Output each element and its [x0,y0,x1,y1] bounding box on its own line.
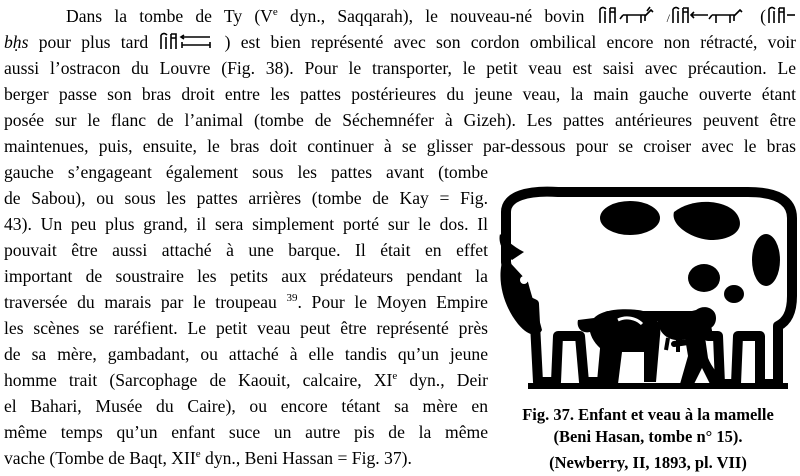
paragraph-line-8: de Sabou), ou sous les pattes arrières (tombe de Kay = Fig. [4,188,488,208]
paragraph-line-15: homme trait (Sarcophage de Kaouit, calcaire, XIe dyn., Deir [4,370,489,390]
paragraph-line-14: de sa mère, gambadant, ou attaché à elle tandis qu’un jeune [4,344,488,364]
hieroglyph-calf-1-icon [597,5,667,25]
paragraph-line-9: 43). Un peu plus grand, il sera simplement porté sur le dos. Il [4,214,488,234]
paragraph-line-6: maintenues, puis, ensuite, le bras doit continuer à se glisser par-dessous pour se croiser avec le bras [4,136,796,156]
paragraph-line-10: pouvait être aussi attaché à une barque. Il était en effet [4,240,488,260]
hieroglyph-word-start-icon [766,5,796,25]
paragraph-line-18: vache (Tombe de Baqt, XIIe dyn., Beni Hassan = Fig. 37). [4,448,412,468]
paragraph-line-2: bḥs pour plus tard ) est bien représenté avec son cordon ombilical encore non rétracté, voir [4,32,796,52]
paragraph-line-7: gauche s’engageant également sous les pattes avant (tombe [4,162,488,182]
figure-caption-source: (Beni Hasan, tombe n° 15). [553,427,743,446]
paragraph-line-16: el Bahari, Musée du Caire), ou encore tétant sa mère en [4,396,488,416]
figure-caption-reference: (Newberry, II, 1893, pl. VII) [549,453,747,472]
hieroglyph-word-3-icon [158,31,214,51]
figure-caption-title: Fig. 37. Enfant et veau à la mamelle [522,405,774,424]
paragraph-line-5: posée sur le flanc de l’animal (tombe de Séchemnéfer à Gizeh). Les pattes antérieures peuvent être [4,110,796,130]
hieroglyph-calf-2-icon [670,5,748,25]
paragraph-line-4: berger passe son bras droit entre les pattes postérieures du jeune veau, la main gauche ouverte étant [4,84,796,104]
cow-calf-child-drawing-icon [498,186,798,396]
paragraph-line-3: aussi l’ostracon du Louvre (Fig. 38). Pour le transporter, le petit veau est saisi avec précaution. Le [4,58,796,78]
paragraph-line-13: les scènes se raréfient. Le petit veau peut être représenté près [4,318,488,338]
paragraph-line-12: traversée du marais par le troupeau $^{39}$. Pour le Moyen Empire [4,292,488,312]
paragraph-line-1: Dans la tombe de Ty (Ve dyn., Saqqarah), le nouveau-né bovin / ( [4,3,796,31]
paragraph-line-17: même temps qu’un enfant suce un autre pis de la même [4,422,488,442]
paragraph-line-11: important de soustraire les petits aux prédateurs pendant la [4,266,488,286]
